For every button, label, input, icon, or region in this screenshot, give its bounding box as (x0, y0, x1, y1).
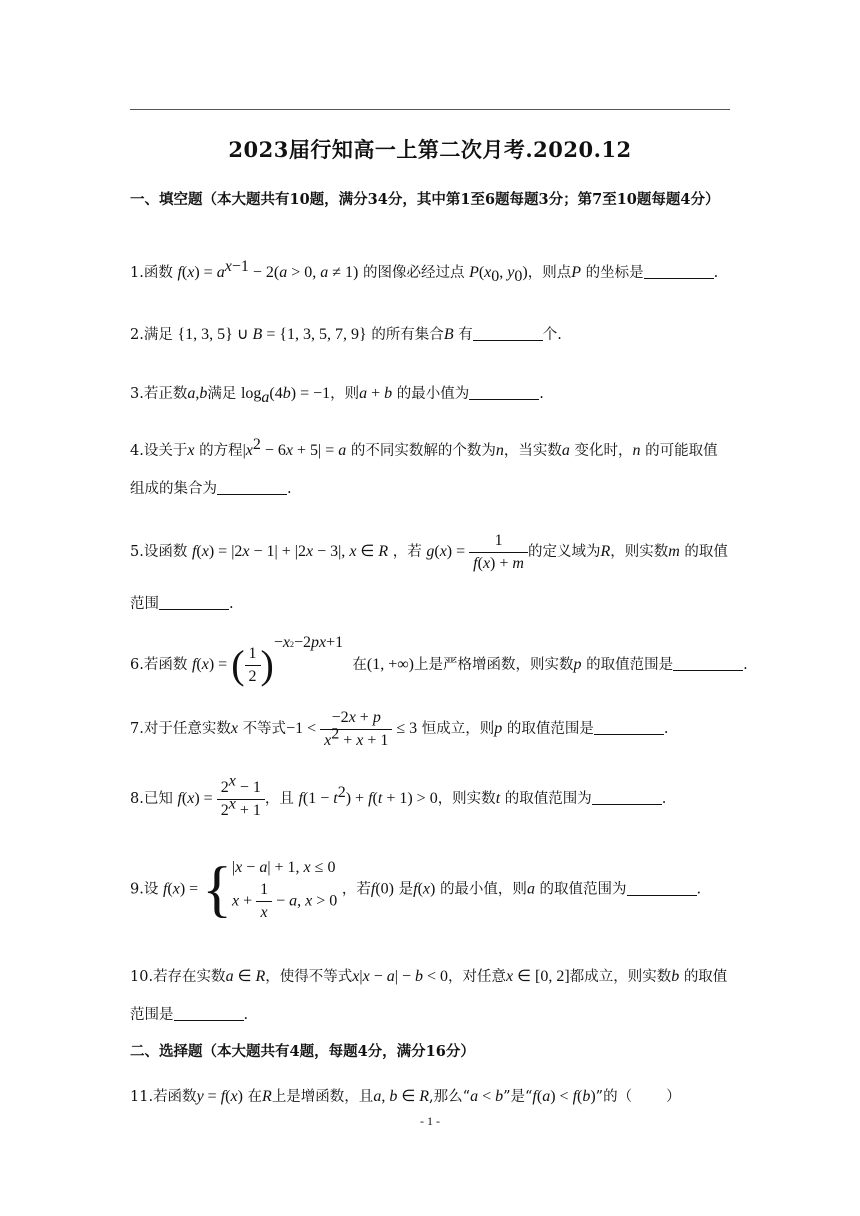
answer-blank[interactable] (159, 595, 229, 610)
question-number: 8. (130, 791, 144, 807)
question-6: 6.若函数 f(x) = ( $\frac{1}{2}$ )$^{-x2-2px+1}$ 在(1, +∞)上是严格增函数，则实数p 的取值范围是 . (130, 634, 748, 687)
answer-blank[interactable] (594, 720, 664, 735)
question-number: 5. (130, 544, 144, 560)
page-title: 2023届行知高一上第二次月考.2020.12 (228, 137, 632, 162)
fraction: $\frac{1}{f(x) + m}$ (469, 531, 528, 574)
question-1: 1.函数 $f(x) = a^{x-1} - 2(a > 0$, a ≠ 1) 的图像必经过点 $P(x_0$, $y_0$)，则点P 的坐标是 . (130, 258, 719, 285)
answer-blank[interactable] (174, 1006, 244, 1021)
question-number: 11. (130, 1089, 154, 1105)
question-number: 3. (130, 386, 144, 402)
section-heading-fill-in: 一、填空题（本大题共有10题，满分34分，其中第1至6题每题3分；第7至10题每题4分） (130, 191, 720, 208)
question-7: 7.对于任意实数x 不等式−1 < $\frac{-2x + p}{x^2 + x + 1}$ ≤ 3 恒成立，则p 的取值范围是 . (130, 708, 669, 749)
question-number: 9. (130, 881, 144, 898)
question-10: 10.若存在实数a ∈ R，使得不等式x|x − a| − b < 0，对任意x ∈ [0, 2]都成立，则实数b 的取值范围是 . (130, 968, 728, 1023)
question-11: 11.若函数y = f(x) 在R上是增函数，且a, b ∈ R,那么“a < b”是“f(a) < f(b)”的（ ） (130, 1088, 681, 1105)
answer-blank[interactable] (644, 264, 714, 279)
question-3: 3.若正数a,b满足 $\log_a(4b) = -1$，则a + b 的最小值为 . (130, 385, 544, 406)
question-number: 4. (130, 443, 144, 459)
fraction: $\frac{-2x + p}{x^2 + x + 1}$ (320, 708, 392, 751)
question-2: 2.满足 {1, 3, 5} ∪ B = {1, 3, 5, 7, 9} 的所有集合B 有 个. (130, 326, 562, 343)
question-number: 1. (130, 265, 144, 281)
question-number: 10. (130, 969, 154, 985)
question-8: 8.已知 f(x) = $\frac{2^x - 1}{2^x + 1}$ ，且 $f(1 - t^2) + f(t + 1) > 0$，则实数t 的取值范围为 . (130, 772, 667, 819)
formula: f (177, 264, 182, 281)
answer-blank[interactable] (217, 480, 287, 495)
question-9: 9.设 f(x) = { |x − a| + 1, x ≤ 0 x + $\frac{1}{x}$ − a, x > 0 ，若f(0) 是f(x) 的最小值，则a 的取值范围为 . (130, 855, 702, 924)
header-rule (130, 109, 730, 110)
question-5: 5.设函数 f(x) = |2x − 1| + |2x − 3|, x ∈ R ，若 g(x) = $\frac{1}{f(x) + m}$ 的定义域为R，则实数m 的取值范围 . (130, 531, 728, 612)
piecewise-cases: |x − a| + 1, x ≤ 0 x + $\frac{1}{x}$ − a, x > 0 (231, 859, 338, 921)
answer-blank[interactable] (627, 881, 697, 896)
question-number: 6. (130, 657, 144, 673)
answer-blank[interactable] (592, 790, 662, 805)
fraction: $\frac{1}{2}$ (245, 644, 261, 687)
answer-blank[interactable] (473, 326, 543, 341)
page-number: - 1 - (420, 1114, 440, 1128)
question-number: 7. (130, 721, 144, 737)
section-heading-multiple-choice: 二、选择题（本大题共有4题，每题4分，满分16分） (130, 1043, 475, 1060)
answer-blank[interactable] (469, 385, 539, 400)
answer-blank[interactable] (673, 656, 743, 671)
question-number: 2. (130, 327, 144, 343)
question-4: 4.设关于x 的方程$|x^2 - 6x + 5| = a$ 的不同实数解的个数为n，当实数a 变化时，n 的可能取值组成的集合为 . (130, 436, 718, 497)
fraction: $\frac{2^x - 1}{2^x + 1}$ (217, 778, 265, 821)
